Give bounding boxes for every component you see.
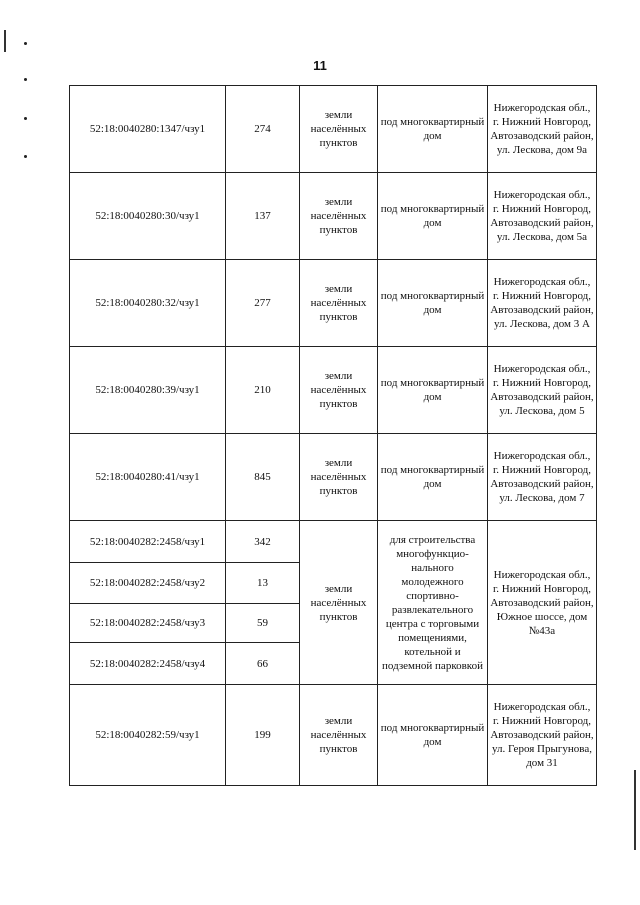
- land-category: земли населённых пунктов: [300, 347, 378, 434]
- table-row: [70, 685, 597, 786]
- permitted-use: под многоквартирный дом: [378, 434, 488, 521]
- cadastral-number: 52:18:0040282:2458/чзу2: [70, 563, 226, 604]
- area-value: 66: [226, 643, 300, 685]
- permitted-use: под многоквартирный дом: [378, 260, 488, 347]
- permitted-use: под многоквартирный дом: [378, 86, 488, 173]
- scan-dot: [24, 155, 27, 158]
- table-row: [70, 86, 597, 173]
- address: Нижегородская обл., г. Нижний Новгород, Автозаводский район, ул. Лескова, дом 9а: [488, 86, 597, 173]
- area-value: 845: [226, 434, 300, 521]
- address: Нижегородская обл., г. Нижний Новгород, Автозаводский район, Южное шоссе, дом №43а: [488, 521, 597, 685]
- area-value: 137: [226, 173, 300, 260]
- address: Нижегородская обл., г. Нижний Новгород, Автозаводский район, ул. Лескова, дом 5а: [488, 173, 597, 260]
- cadastral-number: 52:18:0040280:41/чзу1: [70, 434, 226, 521]
- area-value: 274: [226, 86, 300, 173]
- scan-dot: [24, 78, 27, 81]
- cadastral-number: 52:18:0040280:1347/чзу1: [70, 86, 226, 173]
- area-value: 13: [226, 563, 300, 604]
- cadastral-number: 52:18:0040280:39/чзу1: [70, 347, 226, 434]
- scan-dot: [24, 117, 27, 120]
- land-category: земли населённых пунктов: [300, 434, 378, 521]
- table-row: [70, 347, 597, 434]
- page-number: 11: [313, 58, 327, 73]
- cadastral-number: 52:18:0040280:32/чзу1: [70, 260, 226, 347]
- land-category: земли населённых пунктов: [300, 86, 378, 173]
- cadastral-number: 52:18:0040282:2458/чзу1: [70, 521, 226, 563]
- land-category: земли населённых пунктов: [300, 685, 378, 786]
- area-value: 199: [226, 685, 300, 786]
- scan-dot: [24, 42, 27, 45]
- cadastral-number: 52:18:0040282:59/чзу1: [70, 685, 226, 786]
- cadastral-number: 52:18:0040282:2458/чзу3: [70, 604, 226, 643]
- scan-edge-mark: [4, 30, 6, 52]
- permitted-use: под многоквартирный дом: [378, 173, 488, 260]
- table-row: [70, 521, 597, 563]
- table-row: [70, 260, 597, 347]
- area-value: 210: [226, 347, 300, 434]
- land-category: земли населённых пунктов: [300, 173, 378, 260]
- address: Нижегородская обл., г. Нижний Новгород, Автозаводский район, ул. Лескова, дом 3 А: [488, 260, 597, 347]
- address: Нижегородская обл., г. Нижний Новгород, Автозаводский район, ул. Лескова, дом 5: [488, 347, 597, 434]
- table-row: [70, 173, 597, 260]
- scan-edge-mark: [634, 770, 636, 850]
- address: Нижегородская обл., г. Нижний Новгород, Автозаводский район, ул. Героя Прыгунова, дом 31: [488, 685, 597, 786]
- land-category: земли населённых пунктов: [300, 260, 378, 347]
- permitted-use: для строительства многофункцио-нального молодежного спортивно-развлекательного центра с торговыми помещениями, котельной и подземной парковкой: [378, 521, 488, 685]
- cadastral-number: 52:18:0040282:2458/чзу4: [70, 643, 226, 685]
- area-value: 342: [226, 521, 300, 563]
- land-plot-table: [69, 85, 597, 786]
- address: Нижегородская обл., г. Нижний Новгород, Автозаводский район, ул. Лескова, дом 7: [488, 434, 597, 521]
- table-row: [70, 434, 597, 521]
- area-value: 277: [226, 260, 300, 347]
- permitted-use: под многоквартирный дом: [378, 347, 488, 434]
- permitted-use: под многоквартирный дом: [378, 685, 488, 786]
- cadastral-number: 52:18:0040280:30/чзу1: [70, 173, 226, 260]
- land-category: земли населённых пунктов: [300, 521, 378, 685]
- area-value: 59: [226, 604, 300, 643]
